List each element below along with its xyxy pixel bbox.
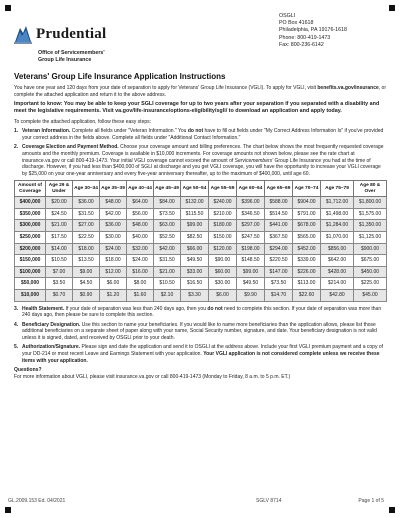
premium-cell: $900.00 xyxy=(354,243,387,255)
page-number: Page 1 of 5 xyxy=(358,498,384,504)
premium-cell: $73.50 xyxy=(265,278,293,290)
form-id: GL.2009.153 Ed. 04/2021 xyxy=(8,498,66,504)
premium-cell: $99.00 xyxy=(237,266,265,278)
premium-cell: $48.00 xyxy=(100,197,127,209)
office-name: Office of Servicemembers' Group Life Insurance xyxy=(38,50,105,63)
column-header: Age 80 & Over xyxy=(354,181,387,197)
premium-cell: $210.00 xyxy=(209,208,237,220)
premium-cell: $642.00 xyxy=(321,255,354,267)
page-footer xyxy=(8,498,392,508)
premium-cell: $33.00 xyxy=(181,266,209,278)
steps-list xyxy=(14,128,386,177)
premium-cell: $6.00 xyxy=(209,289,237,301)
premium-cell: $1,350.00 xyxy=(354,220,387,232)
premium-cell: $678.00 xyxy=(293,220,321,232)
table-body xyxy=(15,197,387,301)
premium-cell: $120.00 xyxy=(209,243,237,255)
premium-cell: $10.50 xyxy=(46,255,73,267)
premium-cell: $346.50 xyxy=(237,208,265,220)
premium-cell: $396.00 xyxy=(237,197,265,209)
premium-cell: $113.00 xyxy=(293,278,321,290)
questions-heading: Questions? xyxy=(14,367,42,374)
coverage-amount-cell: $100,000 xyxy=(15,266,46,278)
premium-cell: $180.00 xyxy=(209,220,237,232)
coverage-amount-cell: $350,000 xyxy=(15,208,46,220)
premium-cell: $1.20 xyxy=(100,289,127,301)
premium-cell: $24.00 xyxy=(127,255,154,267)
premium-cell: $16.00 xyxy=(127,266,154,278)
premium-cell: $3.50 xyxy=(46,278,73,290)
premium-cell: $64.00 xyxy=(127,197,154,209)
premium-cell: $226.00 xyxy=(293,266,321,278)
important-notice: Important to know: You may be able to keep your SGLI coverage for up to two years after your separation if you separated with a disability and meet the legislative requirements. Visit va.gov/life-insurance/options-eligibility/sgli/ to download an application and apply today. xyxy=(14,101,380,115)
column-header: Age 55–59 xyxy=(209,181,237,197)
coverage-amount-cell: $250,000 xyxy=(15,231,46,243)
premium-cell: $14.70 xyxy=(265,289,293,301)
premium-cell: $214.00 xyxy=(321,278,354,290)
step-veteran-info: 1. Veteran Information. Complete all fields under "Veteran Information." You do not have to fill out fields under "My Correct Address Information Is" if you've provided your correct address in the fields above. Complete all fields under "Additional Contact Information." xyxy=(14,128,384,141)
premium-cell: $49.50 xyxy=(237,278,265,290)
step-health-statement: 3. Health Statement. If your date of separation was less than 240 days ago, then you do not need to complete this section. If your date of separation was more than 240 days ago, then please be sure to complete this section. xyxy=(14,305,382,319)
premium-cell: $1,284.00 xyxy=(321,220,354,232)
coverage-amount-cell: $200,000 xyxy=(15,243,46,255)
premium-cell: $27.00 xyxy=(73,220,100,232)
premium-cell: $2.10 xyxy=(154,289,181,301)
column-header: Age 75–79 xyxy=(321,181,354,197)
premium-cell: $791.00 xyxy=(293,208,321,220)
premium-cell: $21.00 xyxy=(46,220,73,232)
premium-cell: $31.50 xyxy=(154,255,181,267)
premium-cell: $1,070.00 xyxy=(321,231,354,243)
mailing-address: OSGLI PO Box 41618 Philadelphia, PA 19176-1618 Phone: 800-419-1473 Fax: 800-236-6142 xyxy=(279,13,347,48)
premium-cell: $10.50 xyxy=(154,278,181,290)
column-header: Age 40–44 xyxy=(127,181,154,197)
premium-cell: $220.50 xyxy=(265,255,293,267)
premium-cell: $42.00 xyxy=(154,243,181,255)
prudential-logo xyxy=(14,24,106,44)
premium-cell: $514.50 xyxy=(265,208,293,220)
premium-cell: $240.00 xyxy=(209,197,237,209)
table-row xyxy=(15,255,387,267)
premium-cell: $856.00 xyxy=(321,243,354,255)
step-signature: 5. Authorization/Signature. Please sign and date the application and send it to OSGLI at the address above. Include your first VGLI premium payment and a copy of your DD-214 or most recent Leave and Earnings Statement with your application. Your VGLI application is not considered complete unless we receive these items with your application. xyxy=(14,344,384,364)
premium-cell: $147.00 xyxy=(265,266,293,278)
premium-cell: $45.00 xyxy=(354,289,387,301)
step-beneficiary: 4. Beneficiary Designation. Use this section to name your beneficiaries. If you would like to name more beneficiaries than the application allows, please list those additional beneficiaries on a separate sheet of paper along with your name, Social Security number, signature, and date. Your beneficiary designation is not valid unless it is signed, dated, and received by OSGLI prior to your death. xyxy=(14,321,377,341)
premium-cell: $66.00 xyxy=(181,243,209,255)
coverage-amount-cell: $10,000 xyxy=(15,289,46,301)
premium-cell: $20.00 xyxy=(46,197,73,209)
corner-mark xyxy=(5,5,11,11)
premium-cell: $441.00 xyxy=(265,220,293,232)
column-header: Age 29 & Under xyxy=(46,181,73,197)
premium-cell: $90.00 xyxy=(209,255,237,267)
column-header: Age 65–69 xyxy=(265,181,293,197)
corner-mark xyxy=(389,5,395,11)
rock-icon xyxy=(14,24,32,44)
premium-cell: $452.00 xyxy=(293,243,321,255)
column-header: Age 35–39 xyxy=(100,181,127,197)
coverage-amount-cell: $150,000 xyxy=(15,255,46,267)
premium-cell: $1,498.00 xyxy=(321,208,354,220)
column-header: Age 60–64 xyxy=(237,181,265,197)
premium-cell: $60.00 xyxy=(209,266,237,278)
premium-cell: $150.00 xyxy=(209,231,237,243)
table-row xyxy=(15,289,387,301)
premium-cell: $247.50 xyxy=(237,231,265,243)
page-title: Veterans' Group Life Insurance Application Instructions xyxy=(14,72,226,81)
column-header: Age 50–54 xyxy=(181,181,209,197)
column-header: Age 70–74 xyxy=(293,181,321,197)
coverage-amount-cell: $400,000 xyxy=(15,197,46,209)
premium-cell: $12.00 xyxy=(100,266,127,278)
premium-cell: $3.30 xyxy=(181,289,209,301)
premium-cell: $0.90 xyxy=(73,289,100,301)
premium-cell: $675.00 xyxy=(354,255,387,267)
table-row xyxy=(15,243,387,255)
coverage-amount-cell: $300,000 xyxy=(15,220,46,232)
premium-cell: $1,575.00 xyxy=(354,208,387,220)
coverage-amount-cell: $50,000 xyxy=(15,278,46,290)
premium-cell: $1,800.00 xyxy=(354,197,387,209)
premium-cell: $40.00 xyxy=(127,231,154,243)
premium-cell: $4.50 xyxy=(73,278,100,290)
steps-list-continued xyxy=(14,306,386,365)
premium-cell: $48.00 xyxy=(127,220,154,232)
column-header: Amount of Coverage xyxy=(15,181,46,197)
premium-cell: $42.00 xyxy=(100,208,127,220)
questions-text: For more information about VGLI, please visit insurance.va.gov or call 800-419-1473 (Monday to Friday, 8 a.m. to 5 p.m. ET.) xyxy=(14,373,291,380)
premium-cell: $6.00 xyxy=(100,278,127,290)
premium-cell: $1,125.00 xyxy=(354,231,387,243)
table-row xyxy=(15,231,387,243)
premium-cell: $31.50 xyxy=(73,208,100,220)
premium-cell: $8.00 xyxy=(127,278,154,290)
step-coverage-election: 2. Coverage Election and Payment Method. Choose your coverage amount and billing preferences. The chart below shows the most frequently requested coverage amounts and the monthly premium. Coverage is available in $10,000 increments. For coverage amounts not shown below, please see the rate chart at insurance.va.gov or call 800-419-1473. Your initial VGLI coverage cannot exceed the amount of Servicemembers' Group Life Insurance you had at the time of discharge. However, if you had less than $400,000 of SGLI at discharge and you get VGLI coverage, you will have the opportunity to increase your VGLI coverage by $25,000 on your one-year anniversary and every five-year anniversary thereafter, up to the maximum of $400,000, until age 60. xyxy=(14,144,384,177)
premium-cell: $84.00 xyxy=(154,197,181,209)
benefits-link[interactable]: benefits.va.gov/insurance xyxy=(317,85,379,91)
table-row xyxy=(15,197,387,209)
premium-cell: $428.00 xyxy=(321,266,354,278)
premium-cell: $198.00 xyxy=(237,243,265,255)
premium-cell: $22.50 xyxy=(73,231,100,243)
premium-cell: $36.00 xyxy=(100,220,127,232)
table-row xyxy=(15,208,387,220)
premium-cell: $18.00 xyxy=(73,243,100,255)
premium-cell: $42.80 xyxy=(321,289,354,301)
premium-cell: $9.00 xyxy=(73,266,100,278)
letterhead xyxy=(14,13,386,68)
column-header: Age 45–49 xyxy=(154,181,181,197)
premium-cell: $30.00 xyxy=(100,231,127,243)
premium-cell: $450.00 xyxy=(354,266,387,278)
premium-cell: $49.50 xyxy=(181,255,209,267)
premium-cell: $18.00 xyxy=(100,255,127,267)
intro-paragraph: You have one year and 120 days from your date of separation to apply for Veterans' Group Life Insurance (VGLI). To apply for VGLI, visit benefits.va.gov/insurance, or complete the attached application and return it to the above address. xyxy=(14,85,387,98)
premium-cell: $132.00 xyxy=(181,197,209,209)
premium-rate-table xyxy=(14,180,387,301)
table-header-row xyxy=(15,181,387,197)
steps-intro: To complete the attached application, follow these easy steps: xyxy=(14,118,152,125)
premium-cell: $82.50 xyxy=(181,231,209,243)
premium-cell: $367.50 xyxy=(265,231,293,243)
premium-cell: $115.50 xyxy=(181,208,209,220)
table-row xyxy=(15,278,387,290)
premium-cell: $339.00 xyxy=(293,255,321,267)
premium-cell: $17.50 xyxy=(46,231,73,243)
premium-cell: $56.00 xyxy=(127,208,154,220)
premium-cell: $52.50 xyxy=(154,231,181,243)
premium-cell: $73.50 xyxy=(154,208,181,220)
premium-cell: $24.00 xyxy=(100,243,127,255)
premium-cell: $32.00 xyxy=(127,243,154,255)
logo-wordmark: Prudential xyxy=(36,25,107,42)
premium-cell: $0.70 xyxy=(46,289,73,301)
premium-cell: $14.00 xyxy=(46,243,73,255)
premium-cell: $225.00 xyxy=(354,278,387,290)
premium-cell: $22.60 xyxy=(293,289,321,301)
premium-cell: $21.00 xyxy=(154,266,181,278)
premium-cell: $7.00 xyxy=(46,266,73,278)
premium-cell: $63.00 xyxy=(154,220,181,232)
premium-cell: $30.00 xyxy=(209,278,237,290)
premium-cell: $13.50 xyxy=(73,255,100,267)
premium-cell: $36.00 xyxy=(73,197,100,209)
table-row xyxy=(15,266,387,278)
premium-cell: $9.90 xyxy=(237,289,265,301)
premium-cell: $1.60 xyxy=(127,289,154,301)
premium-cell: $904.00 xyxy=(293,197,321,209)
questions-section xyxy=(14,367,386,380)
premium-cell: $588.00 xyxy=(265,197,293,209)
premium-cell: $297.00 xyxy=(237,220,265,232)
table-row xyxy=(15,220,387,232)
premium-cell: $16.50 xyxy=(181,278,209,290)
form-code: SGLV 8714 xyxy=(256,498,282,504)
column-header: Age 30–34 xyxy=(73,181,100,197)
instructions-body xyxy=(14,72,386,380)
premium-cell: $99.00 xyxy=(181,220,209,232)
premium-cell: $24.50 xyxy=(46,208,73,220)
premium-cell: $294.00 xyxy=(265,243,293,255)
premium-cell: $148.50 xyxy=(237,255,265,267)
premium-cell: $565.00 xyxy=(293,231,321,243)
premium-cell: $1,712.00 xyxy=(321,197,354,209)
